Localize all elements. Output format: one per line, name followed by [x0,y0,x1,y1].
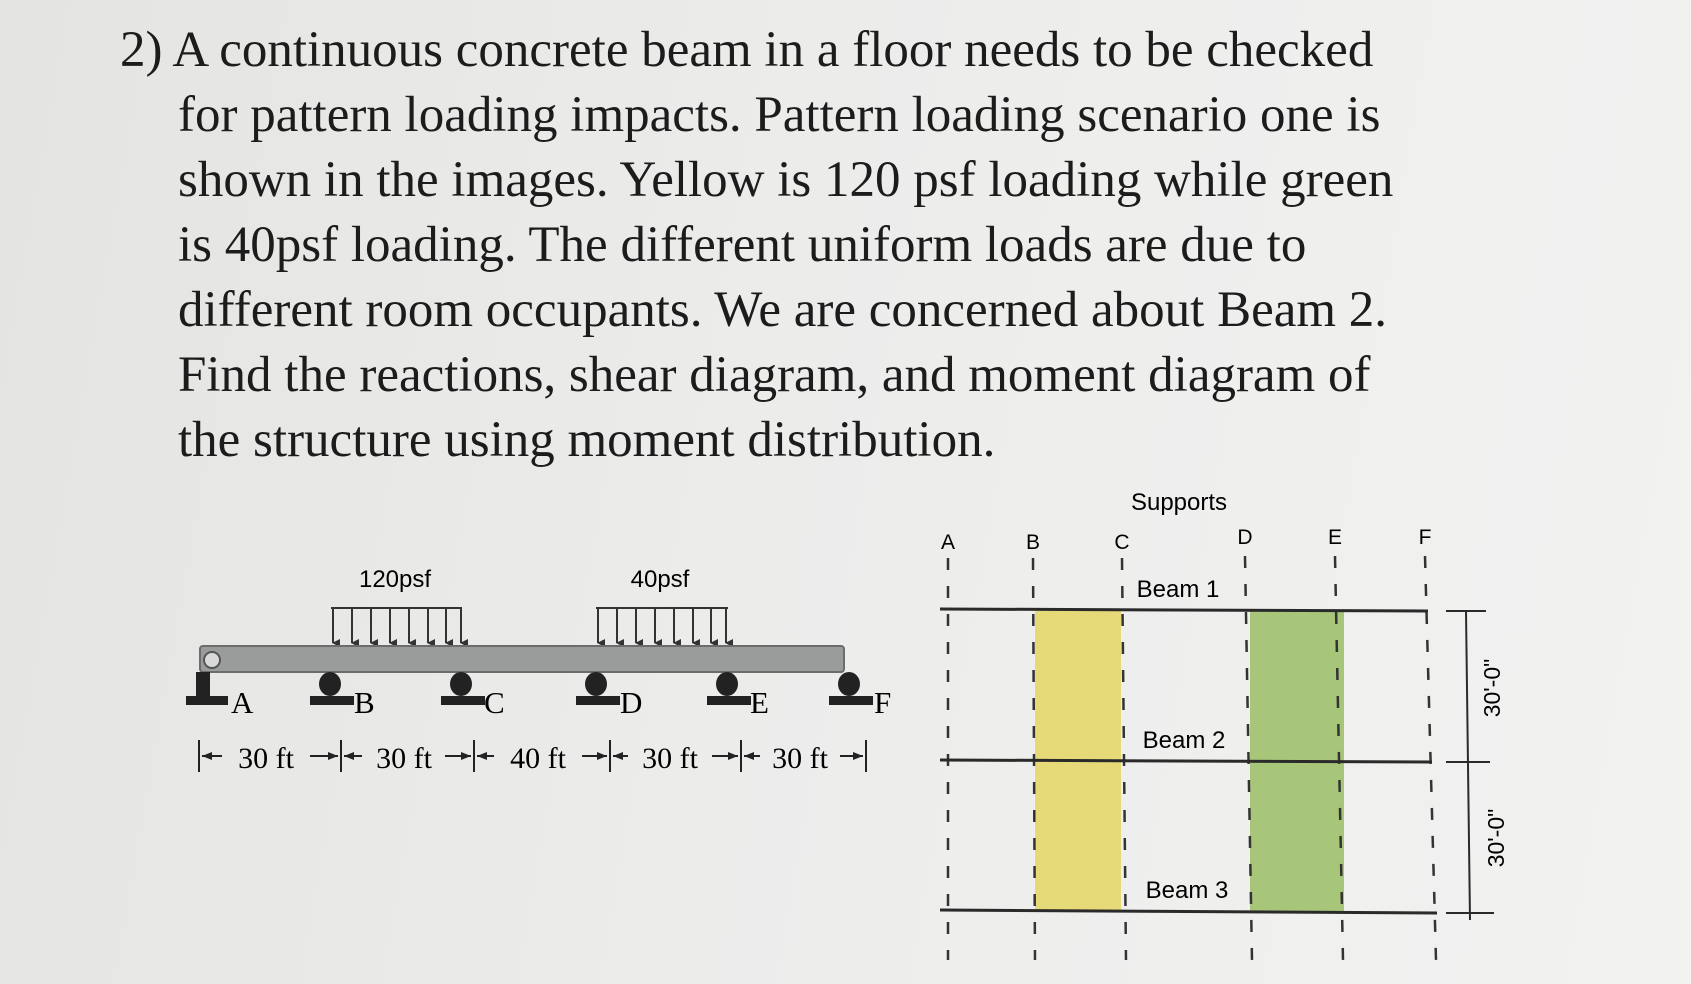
dimension-line [1446,611,1494,920]
problem-line-6: Find the reactions, shear diagram, and moment diagram of [178,347,1371,403]
column-label-d: D [1237,526,1253,549]
column-label-e: E [1327,526,1343,549]
distributed-load-120psf [331,608,462,643]
support-e [707,672,751,705]
support-a [186,672,228,705]
dimension-upper: 30'-0" [1479,658,1505,718]
span-cd: 40 ft [510,742,566,775]
column-label-c: C [1114,531,1130,554]
column-label-b: B [1025,531,1041,554]
support-d [576,672,620,705]
problem-text-1: A continuous concrete beam in a floor needs to be checked [172,22,1374,78]
problem-line-5: different room occupants. We are concerned about Beam 2. [178,282,1388,338]
distributed-load-40psf [596,608,728,643]
span-de: 30 ft [642,742,698,775]
support-label-f: F [874,685,892,720]
dimension-lower: 30'-0" [1483,808,1509,868]
support-label-c: C [484,685,505,720]
continuous-beam [200,646,844,672]
problem-line-3: shown in the images. Yellow is 120 psf loading while green [178,152,1394,208]
support-c [441,672,485,705]
support-f [829,672,873,705]
support-label-e: E [750,685,769,720]
pin-icon [204,652,220,668]
problem-line-7: the structure using moment distribution. [178,412,996,468]
floor-plan [940,489,1509,960]
beam-2-label: Beam 2 [1142,727,1226,754]
load-label-120psf: 120psf [358,566,432,593]
support-b [310,672,354,705]
span-ef: 30 ft [772,742,828,775]
beam-3-label: Beam 3 [1145,877,1229,904]
supports-title: Supports [1130,489,1228,516]
problem-number: 2) [120,22,163,78]
column-label-f: F [1418,526,1432,549]
column-label-a: A [940,531,956,554]
span-ab: 30 ft [238,742,294,775]
beam-diagram [186,566,891,775]
load-label-40psf: 40psf [630,566,690,593]
support-label-d: D [620,685,643,720]
support-label-b: B [354,685,375,720]
support-label-a: A [231,685,254,720]
problem-line-2: for pattern loading impacts. Pattern loading scenario one is [178,87,1381,143]
beam-lines [940,609,1437,913]
span-bc: 30 ft [376,742,432,775]
beam-1-label: Beam 1 [1136,576,1220,603]
problem-line-4: is 40psf loading. The different uniform loads are due to [178,217,1307,273]
